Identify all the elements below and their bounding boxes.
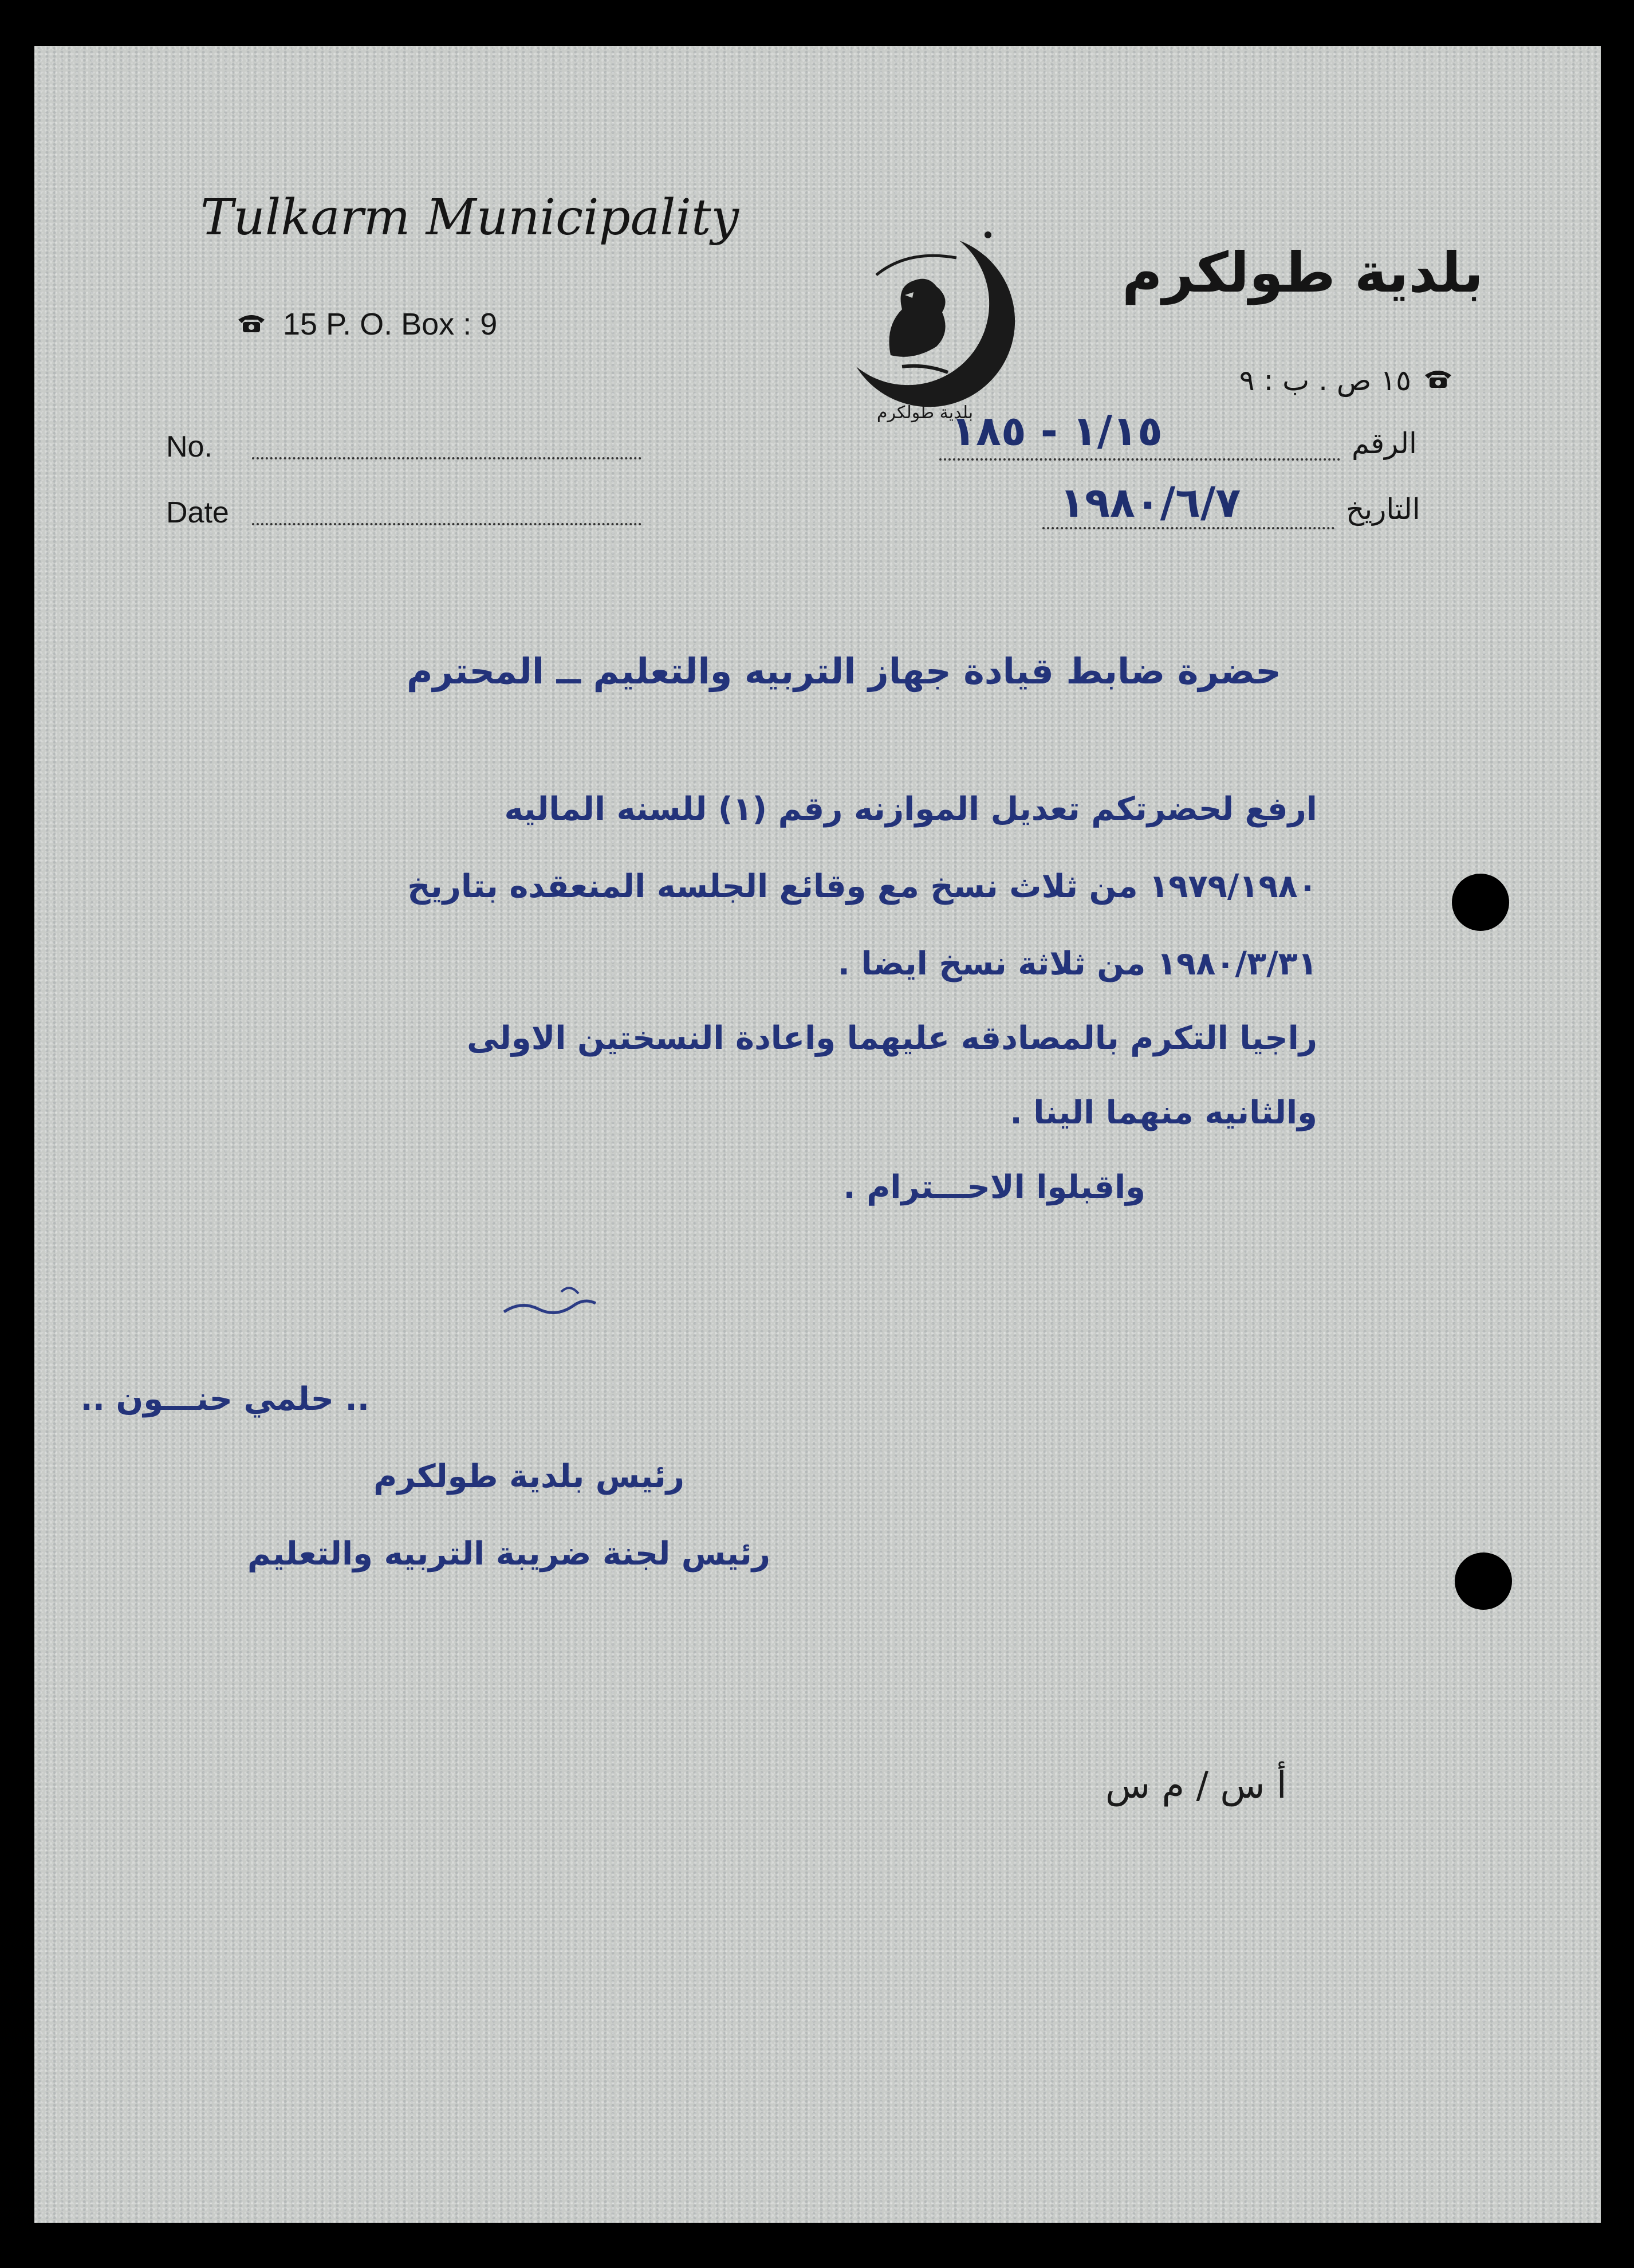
letterhead-arabic-name: بلدية طولكرم bbox=[1122, 241, 1483, 305]
letter-paper bbox=[34, 46, 1601, 2223]
letterhead-english-box: 15 P. O. Box : 9 bbox=[283, 307, 498, 341]
date-label: Date bbox=[166, 496, 229, 529]
arabic-date-label: التاريخ bbox=[1346, 493, 1420, 526]
signatory-title-1: رئيس بلدية طولكرم bbox=[373, 1458, 684, 1495]
letterhead-english-name: Tulkarm Municipality bbox=[200, 189, 739, 246]
punch-hole-bottom bbox=[1455, 1552, 1512, 1610]
signature-name: .. حلمي حنـــون .. bbox=[80, 1381, 369, 1418]
logo-caption: بلدية طولكرم bbox=[876, 403, 974, 423]
addressee-line: حضرة ضابط قيادة جهاز التربيه والتعليم ــ المحترم bbox=[407, 650, 1281, 692]
arabic-no-dotted-line bbox=[939, 458, 1340, 461]
date-dotted-line bbox=[252, 523, 641, 525]
letterhead-arabic-address bbox=[1111, 364, 1455, 397]
letter-body bbox=[178, 791, 1317, 1306]
no-label: No. bbox=[166, 430, 212, 463]
reference-initials: أ س / م س bbox=[1105, 1764, 1287, 1807]
arabic-date-dotted-line bbox=[1042, 527, 1334, 529]
body-line-3: ١٩٨٠/٣/٣١ من ثلاثة نسخ ايضا . bbox=[837, 945, 1317, 982]
punch-hole-top bbox=[1452, 874, 1509, 931]
arabic-no-label: الرقم bbox=[1352, 427, 1417, 460]
letter-date: ١٩٨٠/٦/٧ bbox=[1060, 478, 1241, 526]
telephone-icon bbox=[235, 306, 268, 342]
body-line-1: ارفع لحضرتكم تعديل الموازنه رقم (١) للسنه الماليه bbox=[504, 791, 1317, 828]
reference-number: ١/١٥ - ١٨٥ bbox=[951, 407, 1163, 455]
body-line-4: راجيا التكرم بالمصادقه عليهما واعادة النسختين الاولى bbox=[467, 1020, 1317, 1057]
signatory-title-2: رئيس لجنة ضريبة التربيه والتعليم bbox=[247, 1535, 770, 1573]
body-line-2: ١٩٧٩/١٩٨٠ من ثلاث نسخ مع وقائع الجلسه المنعقده بتاريخ bbox=[407, 868, 1317, 905]
no-dotted-line bbox=[252, 457, 641, 459]
telephone-icon-arabic bbox=[1422, 364, 1455, 397]
letterhead-english-address bbox=[235, 306, 497, 342]
municipality-logo bbox=[816, 218, 1034, 435]
body-line-6: واقبلوا الاحـــترام . bbox=[843, 1169, 1145, 1206]
signature-scribble bbox=[493, 1278, 607, 1337]
body-line-5: والثانيه منهما الينا . bbox=[1010, 1094, 1317, 1131]
letterhead-arabic-box: ١٥ ص . ب : ٩ bbox=[1239, 364, 1411, 397]
